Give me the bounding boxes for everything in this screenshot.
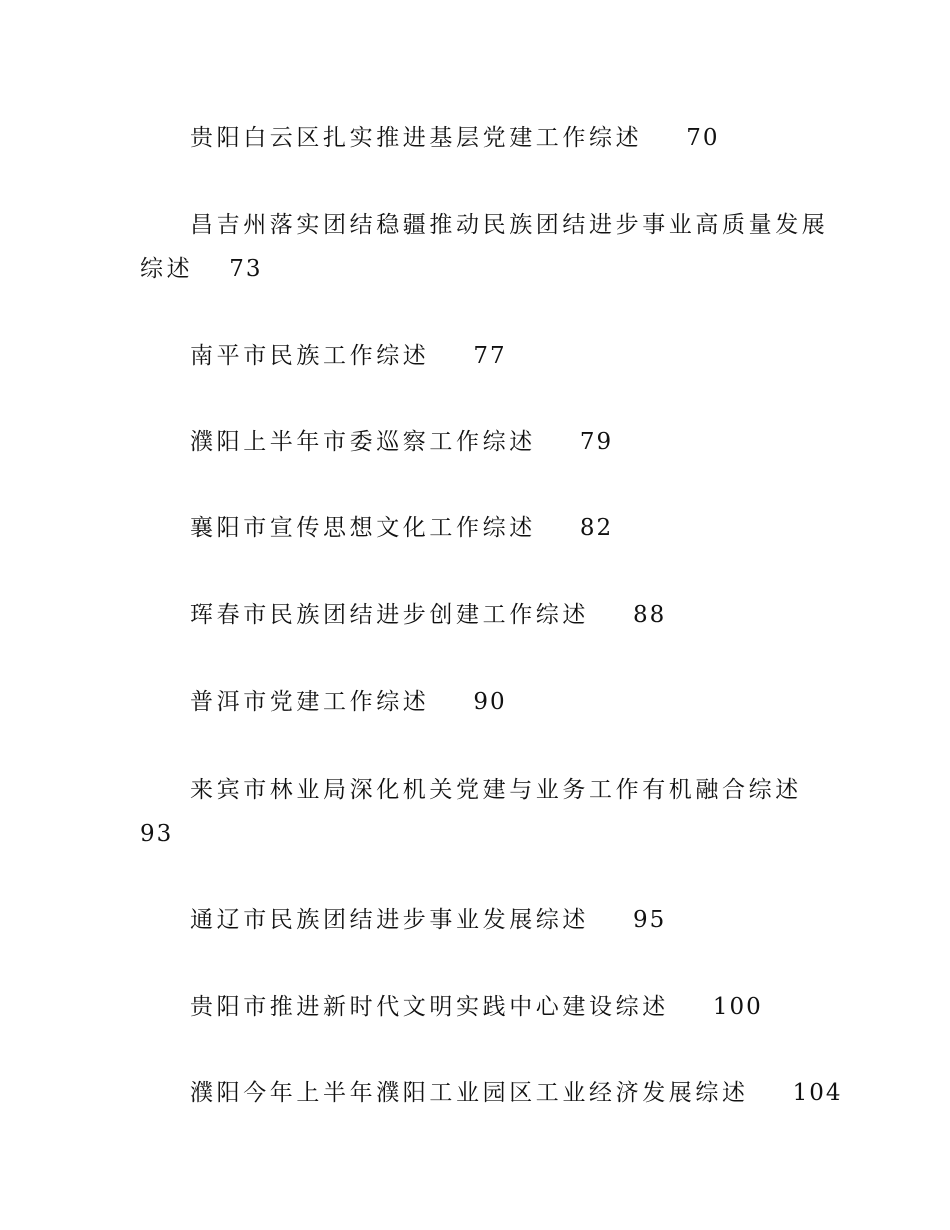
toc-entry-page-number: 70 [686,125,720,151]
toc-entry-page-number: 104 [792,1080,843,1106]
toc-entry-title: 普洱市党建工作综述 [190,689,430,715]
toc-entry [140,420,830,464]
toc-entry-title: 贵阳白云区扎实推进基层党建工作综述 [190,125,643,151]
toc-entry [140,768,830,856]
toc-entry [140,680,830,724]
toc-entry-title: 来宾市林业局深化机关党建与业务工作有机融合综述 [190,777,802,803]
toc-entry-title: 珲春市民族团结进步创建工作综述 [190,602,589,628]
toc-entry-title: 濮阳上半年市委巡察工作综述 [190,429,536,455]
toc-entry [140,593,830,637]
toc-entry [140,203,830,291]
toc-entry [140,506,830,550]
toc-entry [140,1071,843,1115]
toc-entry-page-number: 73 [229,256,263,282]
toc-entry-page-number: 90 [473,689,507,715]
toc-entry-page-number: 88 [633,602,667,628]
toc-entry-page-number: 79 [579,429,614,455]
toc-entry-page-number: 100 [712,994,763,1020]
toc-entry [140,116,830,160]
toc-entry-title: 通辽市民族团结进步事业发展综述 [190,907,589,933]
toc-entry-title: 南平市民族工作综述 [190,343,430,369]
toc-entry-page-number: 95 [633,907,667,933]
toc-entry [140,334,830,378]
toc-entry-title: 昌吉州落实团结稳疆推动民族团结进步事业高质量发展综述 [140,212,829,282]
toc-entry [140,898,830,942]
toc-entry-page-number: 82 [579,515,614,541]
toc-entry-title: 濮阳今年上半年濮阳工业园区工业经济发展综述 [190,1080,749,1106]
toc-entry-page-number: 77 [473,343,507,369]
toc-entry-page-number: 93 [140,821,174,847]
toc-entry [140,985,830,1029]
toc-entry-title: 襄阳市宣传思想文化工作综述 [190,515,536,541]
toc-entry-title: 贵阳市推进新时代文明实践中心建设综述 [190,994,669,1020]
